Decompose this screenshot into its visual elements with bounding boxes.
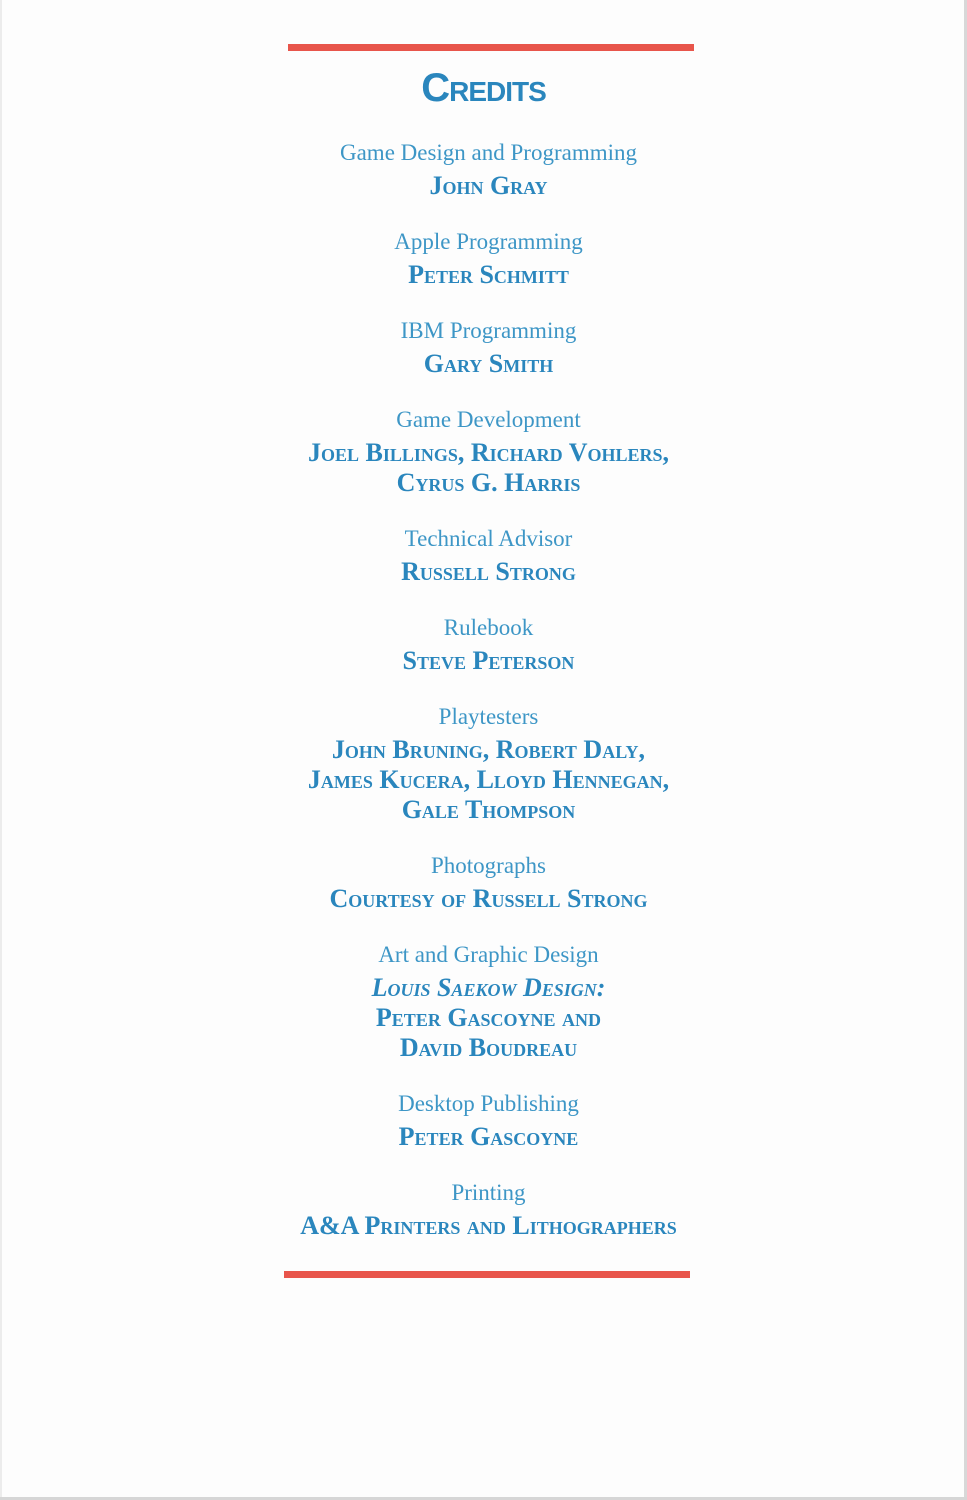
page-title: Credits: [421, 66, 546, 110]
credit-names: [0, 438, 967, 498]
credit-name: Steve Peterson: [402, 646, 575, 675]
credit-name: Gale Thompson: [401, 795, 576, 824]
credit-names: [0, 884, 967, 914]
credit-name: Louis Saekow Design:: [371, 973, 606, 1002]
credits-list: [0, 138, 967, 1267]
bottom-divider: [284, 1271, 690, 1278]
credit-name: Gary Smith: [423, 349, 554, 378]
credit-role: Playtesters: [438, 704, 539, 729]
credit-name: David Boudreau: [399, 1033, 578, 1062]
credit-section: [0, 940, 967, 1063]
credit-names: [0, 973, 967, 1063]
credit-role: Game Design and Programming: [339, 140, 638, 165]
credit-name: Peter Gascoyne: [398, 1122, 579, 1151]
credit-names: [0, 1122, 967, 1152]
credit-section: [0, 524, 967, 587]
credit-names: [0, 171, 967, 201]
credit-section: [0, 851, 967, 914]
credit-role: Apple Programming: [394, 229, 583, 254]
credit-section: [0, 227, 967, 290]
credit-role: Art and Graphic Design: [378, 942, 599, 967]
credit-name: John Gray: [429, 171, 548, 200]
credit-name: A&A Printers and Lithographers: [300, 1211, 677, 1240]
credit-name: James Kucera, Lloyd Hennegan,: [307, 765, 670, 794]
credit-role: Rulebook: [443, 615, 534, 640]
credit-role: Desktop Publishing: [398, 1091, 579, 1116]
credit-role: Technical Advisor: [404, 526, 573, 551]
credit-section: [0, 316, 967, 379]
credit-names: [0, 349, 967, 379]
credit-name: Peter Schmitt: [408, 260, 569, 289]
credit-names: [0, 1211, 967, 1241]
credit-role: Printing: [451, 1180, 526, 1205]
credit-role: Photographs: [431, 853, 546, 878]
credit-role: Game Development: [396, 407, 581, 432]
credit-section: [0, 613, 967, 676]
credit-names: [0, 260, 967, 290]
credit-section: [0, 138, 967, 201]
credit-names: [0, 646, 967, 676]
credit-name: Cyrus G. Harris: [396, 468, 581, 497]
credit-section: [0, 702, 967, 825]
credit-section: [0, 1178, 967, 1241]
credit-section: [0, 405, 967, 498]
credit-name: Courtesy of Russell Strong: [329, 884, 648, 913]
top-divider: [288, 44, 694, 51]
credit-section: [0, 1089, 967, 1152]
credit-name: Joel Billings, Richard Vohlers,: [308, 438, 669, 467]
credit-name: Russell Strong: [401, 557, 576, 586]
credit-name: John Bruning, Robert Daly,: [331, 735, 646, 764]
credit-role: IBM Programming: [400, 318, 577, 343]
credit-names: [0, 735, 967, 825]
credit-names: [0, 557, 967, 587]
credit-name: Peter Gascoyne and: [375, 1003, 602, 1032]
